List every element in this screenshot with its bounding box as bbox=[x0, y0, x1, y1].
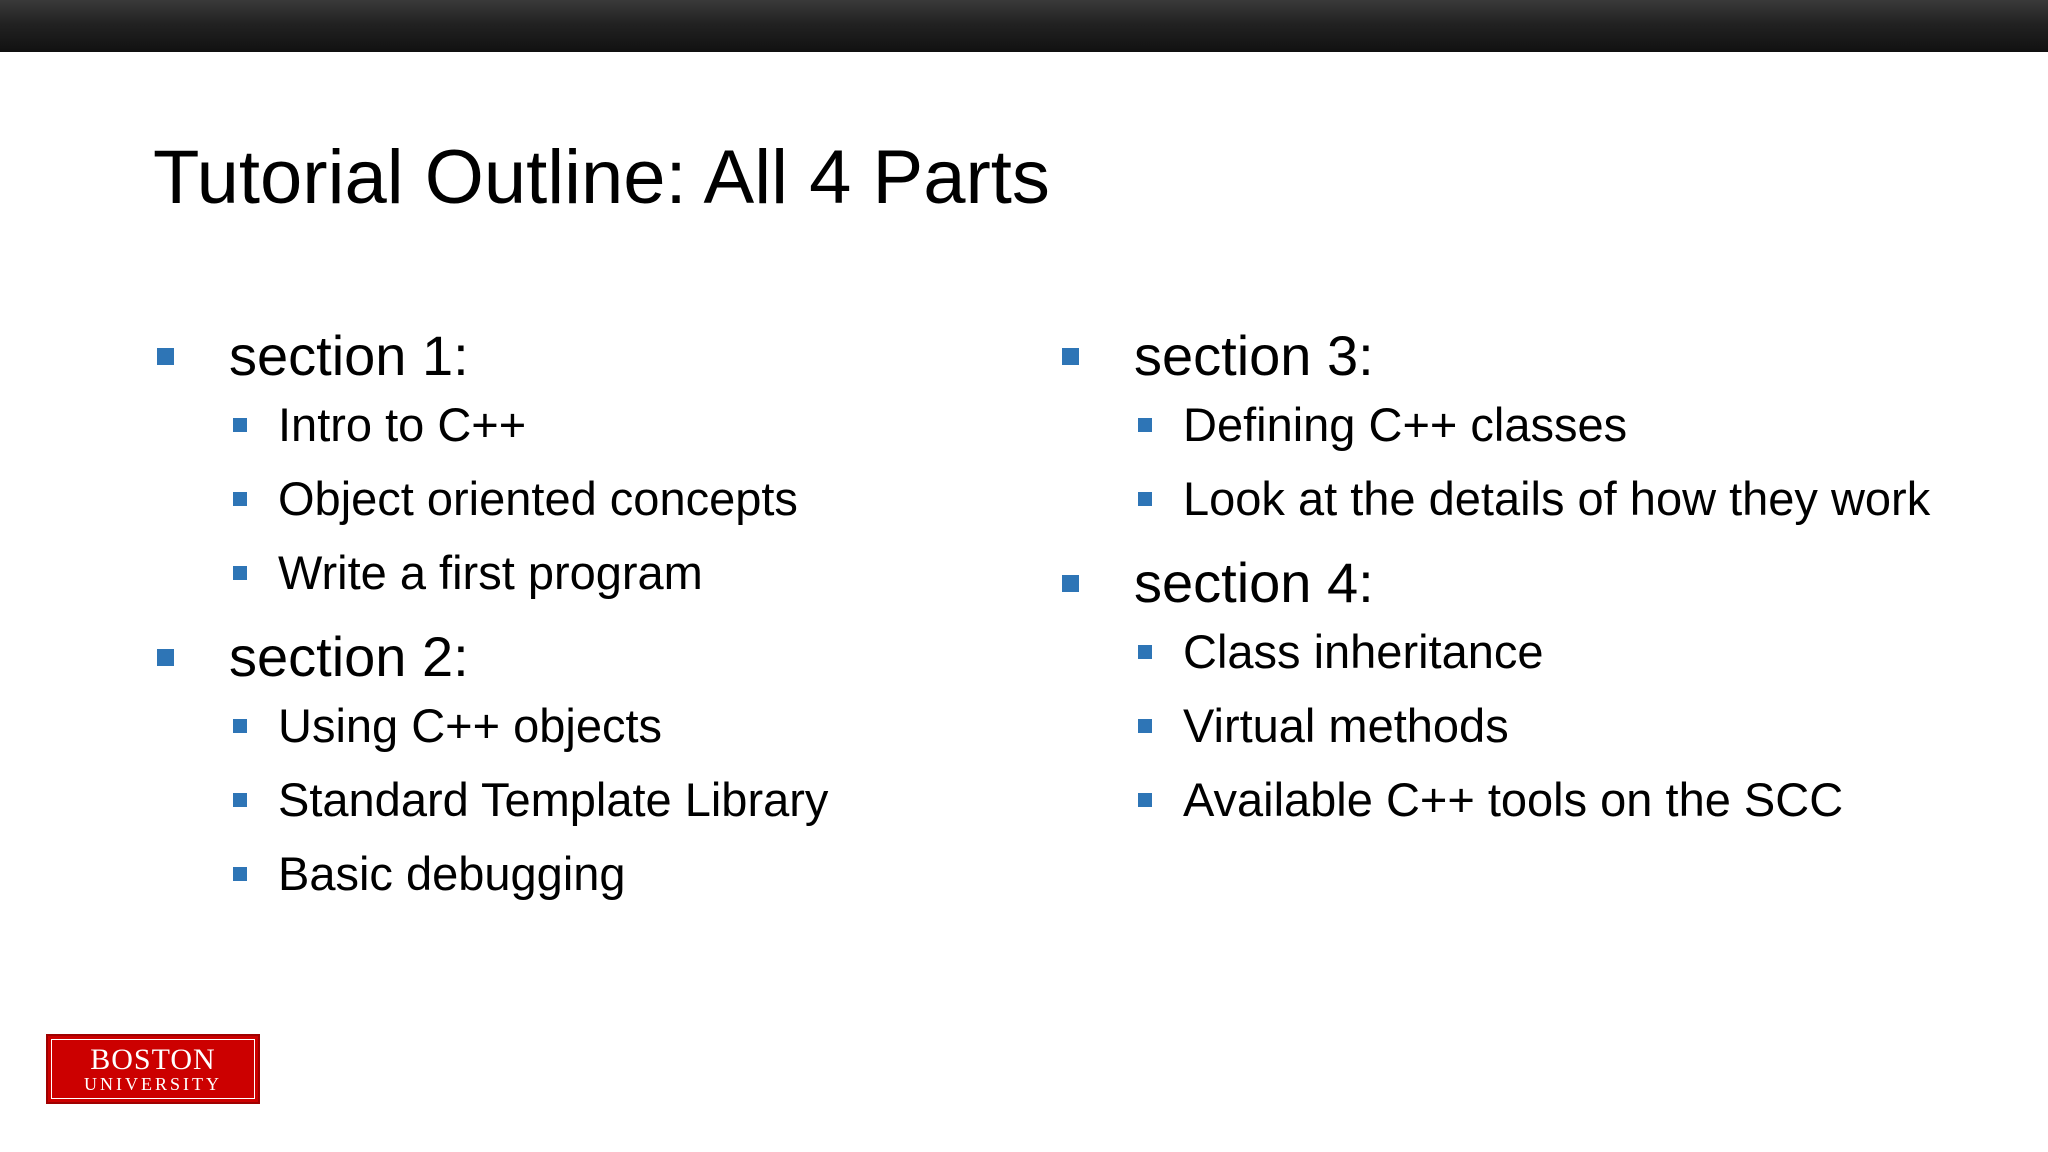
list-item bbox=[1138, 468, 1960, 529]
list-item bbox=[233, 542, 1015, 603]
list-item-text: Using C++ objects bbox=[278, 699, 663, 752]
logo-text-line2: UNIVERSITY bbox=[84, 1074, 222, 1094]
square-bullet-icon bbox=[233, 793, 247, 807]
section-3 bbox=[1060, 318, 1960, 529]
section-4 bbox=[1060, 545, 1960, 830]
section-heading-text: section 1: bbox=[229, 324, 469, 387]
section-heading-text: section 4: bbox=[1134, 551, 1374, 614]
square-bullet-icon bbox=[1138, 645, 1152, 659]
section-items bbox=[155, 394, 1015, 603]
list-item bbox=[233, 695, 1015, 756]
section-items bbox=[1060, 394, 1960, 529]
square-bullet-icon bbox=[233, 492, 247, 506]
top-bar bbox=[0, 0, 2048, 52]
list-item-text: Write a first program bbox=[278, 546, 703, 599]
list-item bbox=[233, 394, 1015, 455]
square-bullet-icon bbox=[1138, 492, 1152, 506]
section-items bbox=[1060, 621, 1960, 830]
slide-title: Tutorial Outline: All 4 Parts bbox=[153, 135, 1050, 220]
list-item bbox=[1138, 769, 1960, 830]
section-heading-text: section 3: bbox=[1134, 324, 1374, 387]
square-bullet-icon bbox=[233, 418, 247, 432]
list-item bbox=[233, 769, 1015, 830]
list-item-text: Basic debugging bbox=[278, 847, 626, 900]
square-bullet-icon bbox=[157, 348, 174, 365]
right-column bbox=[1060, 318, 1960, 846]
section-items bbox=[155, 695, 1015, 904]
list-item-text: Standard Template Library bbox=[278, 773, 829, 826]
square-bullet-icon bbox=[1138, 418, 1152, 432]
list-item bbox=[1138, 621, 1960, 682]
square-bullet-icon bbox=[1138, 719, 1152, 733]
list-item-text: Virtual methods bbox=[1183, 699, 1509, 752]
square-bullet-icon bbox=[1062, 575, 1079, 592]
list-item-text: Intro to C++ bbox=[278, 398, 527, 451]
section-heading-text: section 2: bbox=[229, 625, 469, 688]
list-item-text: Defining C++ classes bbox=[1183, 398, 1628, 451]
square-bullet-icon bbox=[1062, 348, 1079, 365]
section-heading bbox=[155, 318, 1015, 394]
list-item bbox=[233, 843, 1015, 904]
logo-inner-frame bbox=[51, 1039, 255, 1099]
square-bullet-icon bbox=[233, 566, 247, 580]
list-item bbox=[1138, 695, 1960, 756]
list-item-text: Class inheritance bbox=[1183, 625, 1544, 678]
list-item-text: Look at the details of how they work bbox=[1183, 472, 1931, 525]
logo-text-line1: BOSTON bbox=[90, 1043, 216, 1076]
square-bullet-icon bbox=[1138, 793, 1152, 807]
section-2 bbox=[155, 619, 1015, 904]
square-bullet-icon bbox=[233, 867, 247, 881]
section-heading bbox=[1060, 318, 1960, 394]
list-item-text: Available C++ tools on the SCC bbox=[1183, 773, 1844, 826]
section-heading bbox=[1060, 545, 1960, 621]
list-item-text: Object oriented concepts bbox=[278, 472, 798, 525]
boston-university-logo bbox=[46, 1034, 260, 1104]
list-item bbox=[1138, 394, 1960, 455]
section-heading bbox=[155, 619, 1015, 695]
left-column bbox=[155, 318, 1015, 920]
section-1 bbox=[155, 318, 1015, 603]
square-bullet-icon bbox=[157, 649, 174, 666]
square-bullet-icon bbox=[233, 719, 247, 733]
list-item bbox=[233, 468, 1015, 529]
